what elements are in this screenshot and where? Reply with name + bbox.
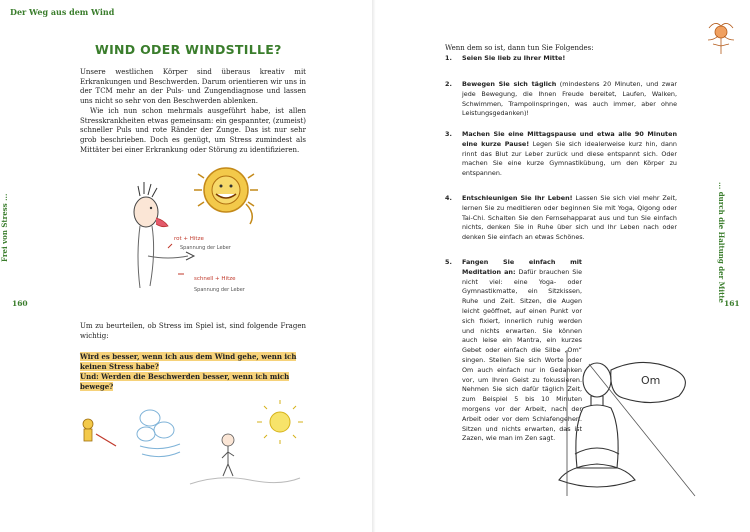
list-item-2: 2. Bewegen Sie sich täglich (mindestens 20 Minuten, und zwar jede Bewegung, die Ihnen Freude bereitet, Laufen, Walken, Schwimmen, Trampolinspringen, was auch immer, aber ohne Leistungsgedanken)! bbox=[445, 80, 677, 118]
list-item-3: 3. Machen Sie eine Mittagspause und etwa alle 90 Minuten eine kurze Pause! Legen Sie sich idealerweise kurz hin, dann rinnt das Blut zur Leber zurück und diese entspannt sich. Oder machen Sie eine kurze Gymnastikübung, um den Körper zu entspannen. bbox=[445, 130, 677, 178]
wind-scene-illustration bbox=[70, 400, 310, 500]
sketch-label-2: Spannung der Leber bbox=[180, 245, 231, 251]
list-item-4: 4. Entschleunigen Sie Ihr Leben! Lassen Sie sich viel mehr Zeit, lernen Sie zu meditieren oder beginnen Sie mit Yoga, Qigong oder Tai-Chi. Schalten Sie den Fernsehapparat aus und tun Sie einfach nichts, denken Sie in Ruhe über sich und Ihr Leben nach oder denken Sie einfach an etwas Schönes. bbox=[445, 194, 677, 242]
page-number-left: 160 bbox=[12, 299, 28, 308]
paragraph-1: Unsere westlichen Körper sind überaus kreativ mit Erkrankungen und Beschwerden. Darum orientieren wir uns in der TCM mehr an der Puls- und Zungendiagnose und lassen uns nicht so sehr von den Beschwerden ablenken. bbox=[80, 68, 306, 106]
list-item-1: 1. Seien Sie lieb zu Ihrer Mitte! bbox=[445, 54, 566, 62]
paragraph-2: Wie ich nun schon mehrmals ausgeführt habe, ist allen Stresskrankheiten etwas gemeinsam: ein gespannter, (zumeist) schneller Puls und rote Ränder der Zunge. Das ist nur sehr grob beschrieben. Doch es genügt, um Stress zumindest als Mittäter bei einer Erkrankung oder Störung zu identifizieren. bbox=[80, 106, 306, 154]
paragraph-3: Um zu beurteilen, ob Stress im Spiel ist, sind folgende Fragen wichtig: bbox=[80, 322, 306, 340]
sidebar-left: Frei von Stress ... bbox=[0, 193, 9, 262]
page-number-right: 161 bbox=[724, 299, 740, 308]
page-title: WIND ODER WINDSTILLE? bbox=[95, 42, 282, 57]
walking-figure-icon bbox=[222, 434, 234, 476]
body-text bbox=[80, 68, 306, 155]
sketch-label-4: Spannung der Leber bbox=[194, 287, 245, 293]
man-figure-icon bbox=[134, 182, 194, 288]
sketch-label-1: rot + Hitze bbox=[174, 236, 204, 242]
list-item-5: 5. Fangen Sie einfach mit Meditation an: Dafür brauchen Sie nicht viel: eine Yoga- oder Gymnastikmatte, ein Sitzkissen, Ruhe und Zeit. Sitzen, die Augen leicht geöffnet, auf einen Punkt vor sich fixiert, innerlich ruhig werden und nichts erwarten. Sie können auch leise ein Mantra, ein kurzes Gebet oder einfach die Silbe „Om“ singen. Stellen Sie sich Worte oder Om auch einfach nur in Gedanken vor, um Ihren Geist zu fokussieren. Nehmen Sie sich dafür täglich Zeit, zum Beispiel 5 bis 10 Minuten morgens vor der Arbeit, nach der Arbeit oder vor dem Schlafengehen. Sitzen und nichts erwarten, das ist Zazen, wie man im Zen sagt. bbox=[445, 258, 583, 443]
question-2: Und: Werden die Beschwerden besser, wenn ich mich bewege? bbox=[80, 372, 290, 391]
om-label: Om bbox=[641, 374, 661, 387]
right-intro: Wenn dem so ist, dann tun Sie Folgendes: bbox=[445, 44, 594, 52]
sketch-label-3: schnell + Hitze bbox=[194, 276, 236, 282]
running-head: Der Weg aus dem Wind bbox=[10, 7, 115, 17]
wind-swirl-icon bbox=[137, 410, 180, 457]
lion-sun-icon bbox=[194, 168, 258, 224]
meditating-figure-icon bbox=[559, 363, 635, 487]
flower-figure-icon bbox=[704, 18, 738, 58]
sun-icon bbox=[257, 400, 303, 444]
small-figure-icon bbox=[83, 419, 93, 441]
question-1: Wird es besser, wenn ich aus dem Wind gehe, wenn ich keinen Stress habe? bbox=[80, 352, 297, 371]
meditation-sketch-illustration bbox=[545, 350, 745, 500]
sidebar-right: ... durch die Haltung der Mitte bbox=[717, 182, 726, 304]
highlighted-questions bbox=[80, 352, 312, 392]
left-page bbox=[0, 0, 372, 532]
stress-sketch-illustration bbox=[118, 160, 298, 320]
